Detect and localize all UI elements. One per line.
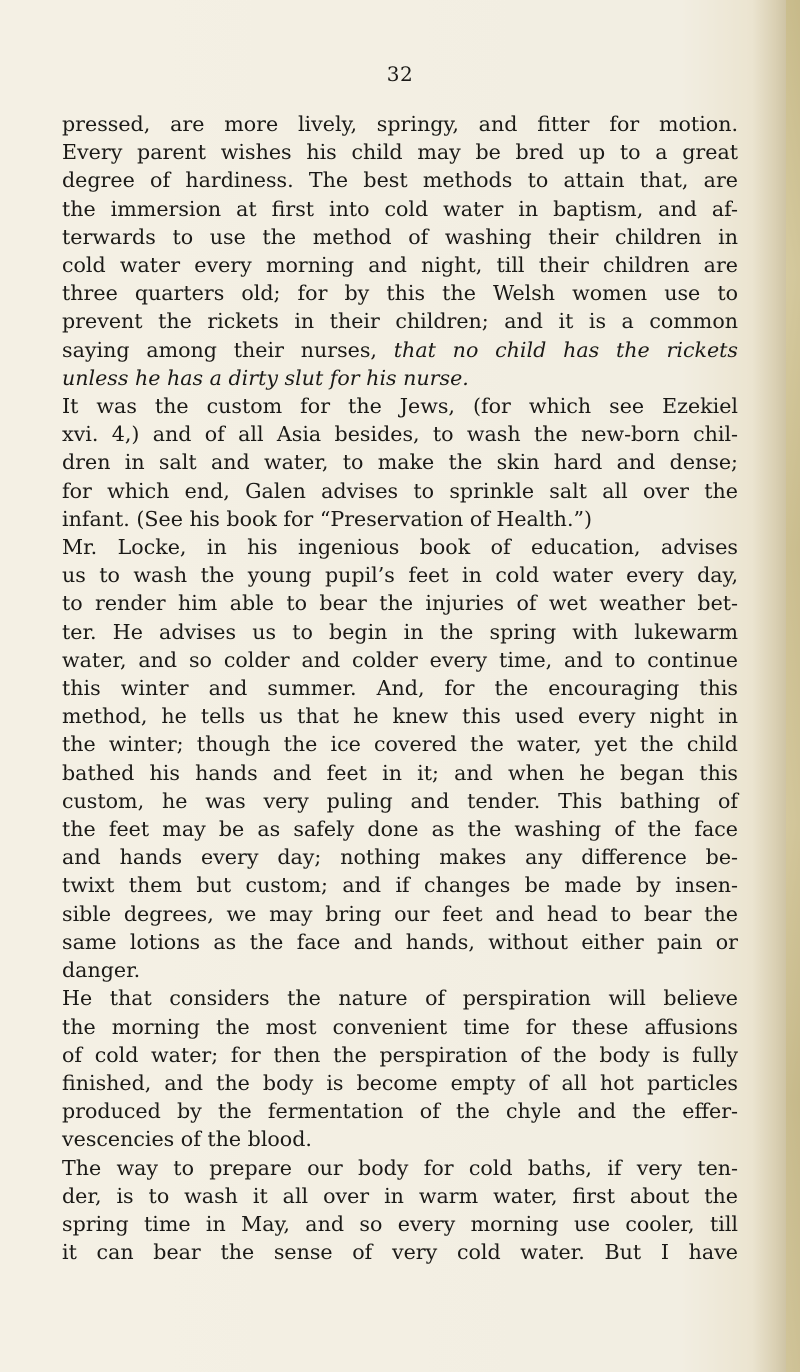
text-line: xvi. 4,) and of all Asia besides, to wash the new-born chil- bbox=[62, 422, 738, 447]
text-line: dren in salt and water, to make the skin hard and dense; bbox=[62, 450, 738, 475]
italic-quote: that no child has the rickets bbox=[393, 337, 739, 362]
text-line: It was the custom for the Jews, (for which see Ezekiel bbox=[62, 394, 738, 419]
page-edge bbox=[786, 0, 800, 1372]
text-line: bathed his hands and feet in it; and when he began this bbox=[62, 760, 738, 785]
page-number: 32 bbox=[386, 62, 414, 86]
text-line: terwards to use the method of washing their children in bbox=[62, 224, 738, 249]
text-line: produced by the fermentation of the chyle and the effer- bbox=[62, 1099, 738, 1124]
text-line: to render him able to bear the injuries of wet weather bet- bbox=[62, 591, 738, 616]
italic-quote: unless he has a dirty slut for his nurse. bbox=[62, 365, 469, 390]
text-line: Mr. Locke, in his ingenious book of education, advises bbox=[62, 535, 738, 560]
text-line: infant. (See his book for “Preservation of Health.”) bbox=[62, 506, 593, 531]
text-line: this winter and summer. And, for the encouraging this bbox=[62, 676, 738, 701]
text-line: the morning the most convenient time for these affusions bbox=[62, 1014, 738, 1039]
text-line: Every parent wishes his child may be bred up to a great bbox=[62, 140, 738, 165]
text-line: twixt them but custom; and if changes be made by insen- bbox=[62, 873, 738, 898]
text-line: sible degrees, we may bring our feet and head to bear the bbox=[62, 901, 738, 926]
text-line: The way to prepare our body for cold baths, if very ten- bbox=[62, 1155, 738, 1180]
text-line: prevent the rickets in their children; and it is a common bbox=[62, 309, 738, 334]
text-line: finished, and the body is become empty of all hot particles bbox=[62, 1070, 738, 1095]
text-line: He that considers the nature of perspiration will believe bbox=[62, 986, 738, 1011]
text-segment: saying among their nurses, bbox=[62, 337, 377, 362]
text-line: and hands every day; nothing makes any difference be- bbox=[62, 845, 738, 870]
text-line: der, is to wash it all over in warm water, first about the bbox=[62, 1183, 738, 1208]
text-line: degree of hardiness. The best methods to attain that, are bbox=[62, 168, 738, 193]
text-line: danger. bbox=[62, 958, 141, 983]
text-line: cold water every morning and night, till their children are bbox=[62, 253, 738, 278]
text-line: spring time in May, and so every morning use cooler, till bbox=[62, 1211, 738, 1236]
text-line: method, he tells us that he knew this used every night in bbox=[62, 704, 738, 729]
text-line: it can bear the sense of very cold water. But I have bbox=[62, 1240, 738, 1265]
text-line: pressed, are more lively, springy, and fitter for motion. bbox=[62, 112, 738, 136]
text-line: three quarters old; for by this the Welsh women use to bbox=[62, 281, 738, 306]
text-line-mixed bbox=[62, 336, 738, 364]
text-line: water, and so colder and colder every time, and to continue bbox=[62, 647, 738, 672]
text-line: the winter; though the ice covered the water, yet the child bbox=[62, 732, 738, 757]
text-line: of cold water; for then the perspiration of the body is fully bbox=[62, 1042, 738, 1067]
text-line: same lotions as the face and hands, without either pain or bbox=[62, 929, 738, 954]
text-line: ter. He advises us to begin in the spring with lukewarm bbox=[62, 619, 738, 644]
body-text bbox=[62, 110, 738, 1266]
text-line: us to wash the young pupil’s feet in cold water every day, bbox=[62, 563, 738, 588]
text-line: custom, he was very puling and tender. This bathing of bbox=[62, 788, 738, 813]
text-line: vescencies of the blood. bbox=[62, 1127, 312, 1152]
text-line: the feet may be as safely done as the washing of the face bbox=[62, 817, 738, 842]
text-line: the immersion at first into cold water in baptism, and af- bbox=[62, 196, 738, 221]
text-line: for which end, Galen advises to sprinkle salt all over the bbox=[62, 478, 738, 503]
